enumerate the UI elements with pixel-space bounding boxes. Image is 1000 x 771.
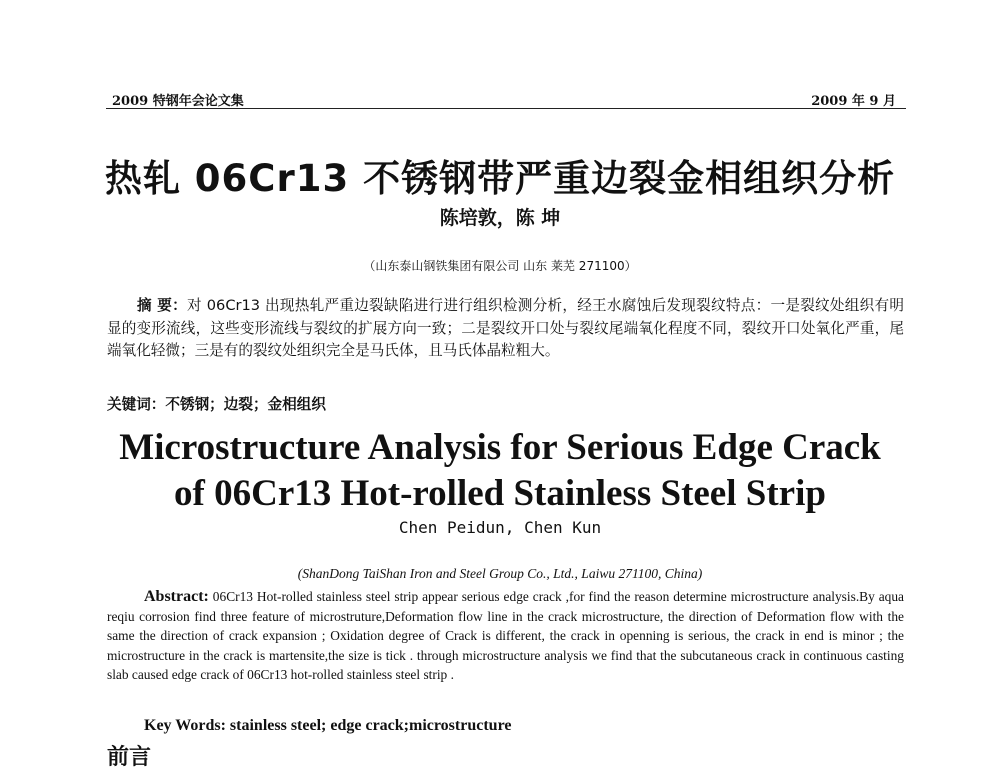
english-abstract [107, 587, 904, 685]
chinese-authors: 陈培敦，陈 坤 [439, 207, 561, 229]
chinese-keywords: 关键词：不锈钢；边裂；金相组织 [107, 396, 326, 413]
english-title-line-2: of 06Cr13 Hot-rolled Stainless Steel Strip [174, 473, 826, 514]
english-authors: Chen Peidun, Chen Kun [398, 518, 602, 537]
header-rule [106, 108, 906, 109]
english-keywords: Key Words: stainless steel; edge crack;microstructure [144, 717, 512, 734]
chinese-title: 热轧 06Cr13 不锈钢带严重边裂金相组织分析 [104, 157, 896, 200]
running-header-right: 2009 年 9 月 [811, 94, 896, 109]
chinese-affiliation: （山东泰山钢铁集团有限公司 山东 莱芜 271100） [363, 259, 637, 273]
english-affiliation: (ShanDong TaiShan Iron and Steel Group Co., Ltd., Laiwu 271100, China) [297, 566, 703, 581]
chinese-abstract-label: 摘 要： [137, 297, 187, 314]
chinese-abstract [107, 295, 904, 363]
chinese-abstract-text: 对 06Cr13 出现热轧严重边裂缺陷进行进行组织检测分析，经王水腐蚀后发现裂纹特点：一是裂纹处组织有明显的变形流线，这些变形流线与裂纹的扩展方向一致；二是裂纹开口处与裂纹尾端氧化程度不同，裂纹开口处氧化严重，尾端氧化轻微；三是有的裂纹处组织完全是马氏体，且马氏体晶粒粗大。 [107, 297, 904, 359]
english-title [0, 425, 1000, 517]
english-abstract-label: Abstract: [144, 588, 209, 605]
preface-heading: 前言 [107, 745, 152, 770]
english-title-line-1: Microstructure Analysis for Serious Edge Crack [119, 427, 881, 468]
running-header-left: 2009 特钢年会论文集 [112, 94, 244, 109]
english-abstract-text: 06Cr13 Hot-rolled stainless steel strip appear serious edge crack ,for find the reason determine microstructure analysis.By aqua reqiu corrosion find three feature of microstruture,Deformation flow line in the crack microstructure, the direction of Deformation flow with the same the direction of crack expansion ; Oxidation degree of Crack is different, the crack in openning is serious, the crack in end is minor ; the microstructure in the crack is martensite,the size is tick . through microstructure analysis we find that the subcutaneous crack in continuous casting slab caused edge crack of 06Cr13 hot-rolled stainless steel strip . [107, 589, 904, 682]
